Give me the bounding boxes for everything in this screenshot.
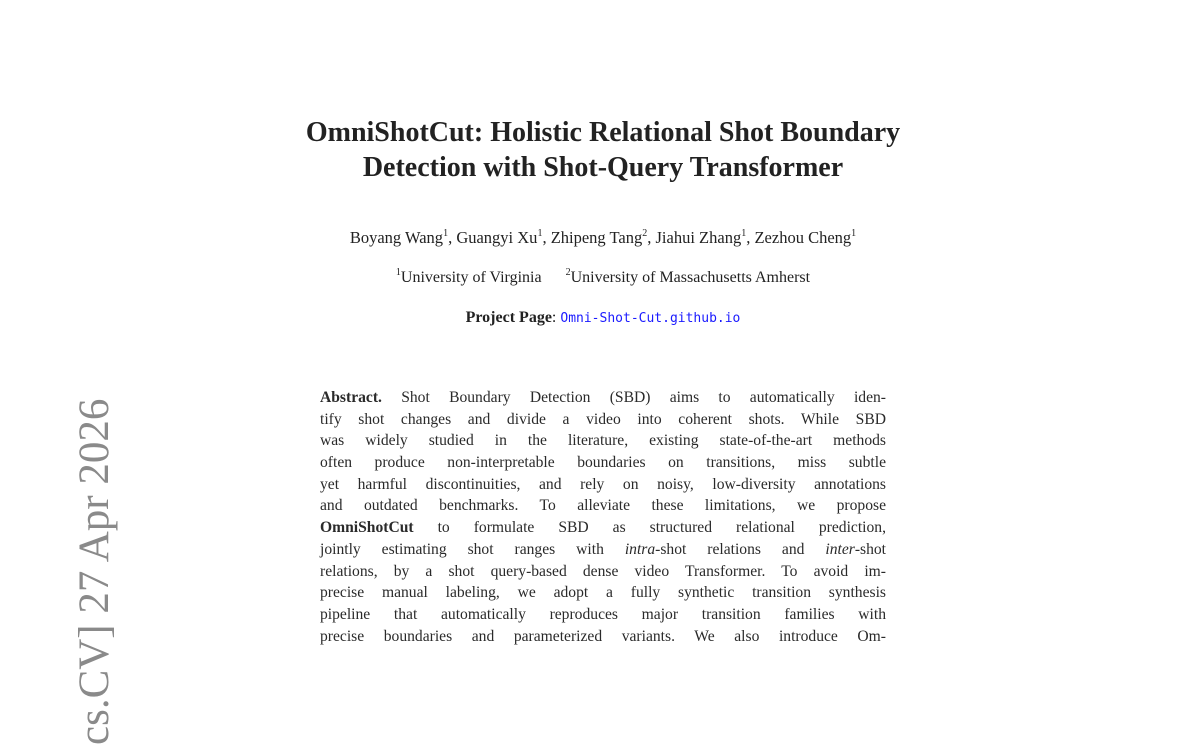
author-separator: , [746, 228, 755, 247]
affiliation-number: 2 [565, 267, 571, 278]
abstract-text: pipeline that automatically reproduces major transition families with [320, 605, 886, 623]
abstract-text: jointly estimating shot ranges with [320, 540, 625, 558]
abstract-line [320, 474, 886, 496]
affiliation-name: University of Massachusetts Amherst [570, 269, 811, 286]
abstract-line [320, 539, 886, 561]
arxiv-stamp [70, 325, 119, 745]
abstract-line [320, 626, 886, 648]
affiliations [200, 269, 1006, 287]
author-name: Zhipeng Tang [550, 228, 643, 247]
author-affiliation-number: 1 [537, 228, 543, 239]
project-separator: : [551, 309, 561, 326]
abstract-text: Abstract. [320, 389, 382, 406]
author-separator: , [647, 228, 656, 247]
abstract-line [320, 604, 886, 626]
author-affiliation-number: 2 [642, 228, 648, 239]
abstract-text: often produce non-interpretable boundaries on transitions, miss subtle [320, 454, 886, 472]
abstract-text: yet harmful discontinuities, and rely on noisy, low-diversity annotations [320, 475, 886, 493]
author-name: Jiahui Zhang [655, 228, 742, 247]
author-name: Guangyi Xu [456, 228, 538, 247]
abstract-line [320, 582, 886, 604]
abstract [320, 387, 886, 647]
author-name: Zezhou Cheng [754, 228, 852, 247]
abstract-text: tify shot changes and divide a video into coherent shots. While SBD [320, 410, 886, 428]
abstract-line [320, 561, 886, 583]
arxiv-stamp-text: cs.CV] 27 Apr 2026 [71, 398, 118, 745]
abstract-text: to formulate SBD as structured relational prediction, [413, 519, 886, 537]
abstract-text: intra [624, 540, 656, 558]
author-separator: , [542, 228, 551, 247]
author-affiliation-number: 1 [741, 228, 747, 239]
abstract-line [320, 387, 886, 409]
abstract-line [320, 409, 886, 431]
author-affiliation-number: 1 [851, 228, 857, 239]
title-line-2: Detection with Shot-Query Transformer [362, 152, 844, 183]
abstract-line [320, 517, 886, 539]
project-page [200, 309, 1006, 327]
abstract-text: Shot Boundary Detection (SBD) aims to automatically iden- [381, 389, 886, 406]
abstract-text: precise boundaries and parameterized variants. We also introduce Om- [320, 627, 886, 645]
abstract-text: inter [825, 540, 855, 558]
affiliation-number: 1 [395, 267, 401, 278]
abstract-text: relations, by a shot query-based dense video Transformer. To avoid im- [320, 562, 886, 580]
title-line-1: OmniShotCut: Holistic Relational Shot Boundary [305, 117, 901, 148]
abstract-text: -shot [854, 540, 887, 558]
author-affiliation-number: 1 [443, 228, 449, 239]
affiliation-name: University of Virginia [400, 269, 542, 286]
abstract-text: OmniShotCut [320, 519, 414, 537]
abstract-line [320, 430, 886, 452]
abstract-text: and outdated benchmarks. To alleviate these limitations, we propose [320, 497, 886, 515]
abstract-text: precise manual labeling, we adopt a fully synthetic transition synthesis [320, 584, 886, 602]
abstract-text: was widely studied in the literature, existing state-of-the-art methods [320, 432, 886, 450]
project-page-link[interactable]: Omni-Shot-Cut.github.io [560, 311, 741, 326]
author-list [200, 228, 1006, 248]
abstract-line [320, 495, 886, 517]
project-page-label: Project Page [465, 309, 552, 326]
abstract-text: -shot relations and [655, 540, 826, 558]
author-separator: , [448, 228, 457, 247]
paper-title [200, 115, 1006, 185]
author-name: Boyang Wang [349, 228, 444, 247]
abstract-line [320, 452, 886, 474]
